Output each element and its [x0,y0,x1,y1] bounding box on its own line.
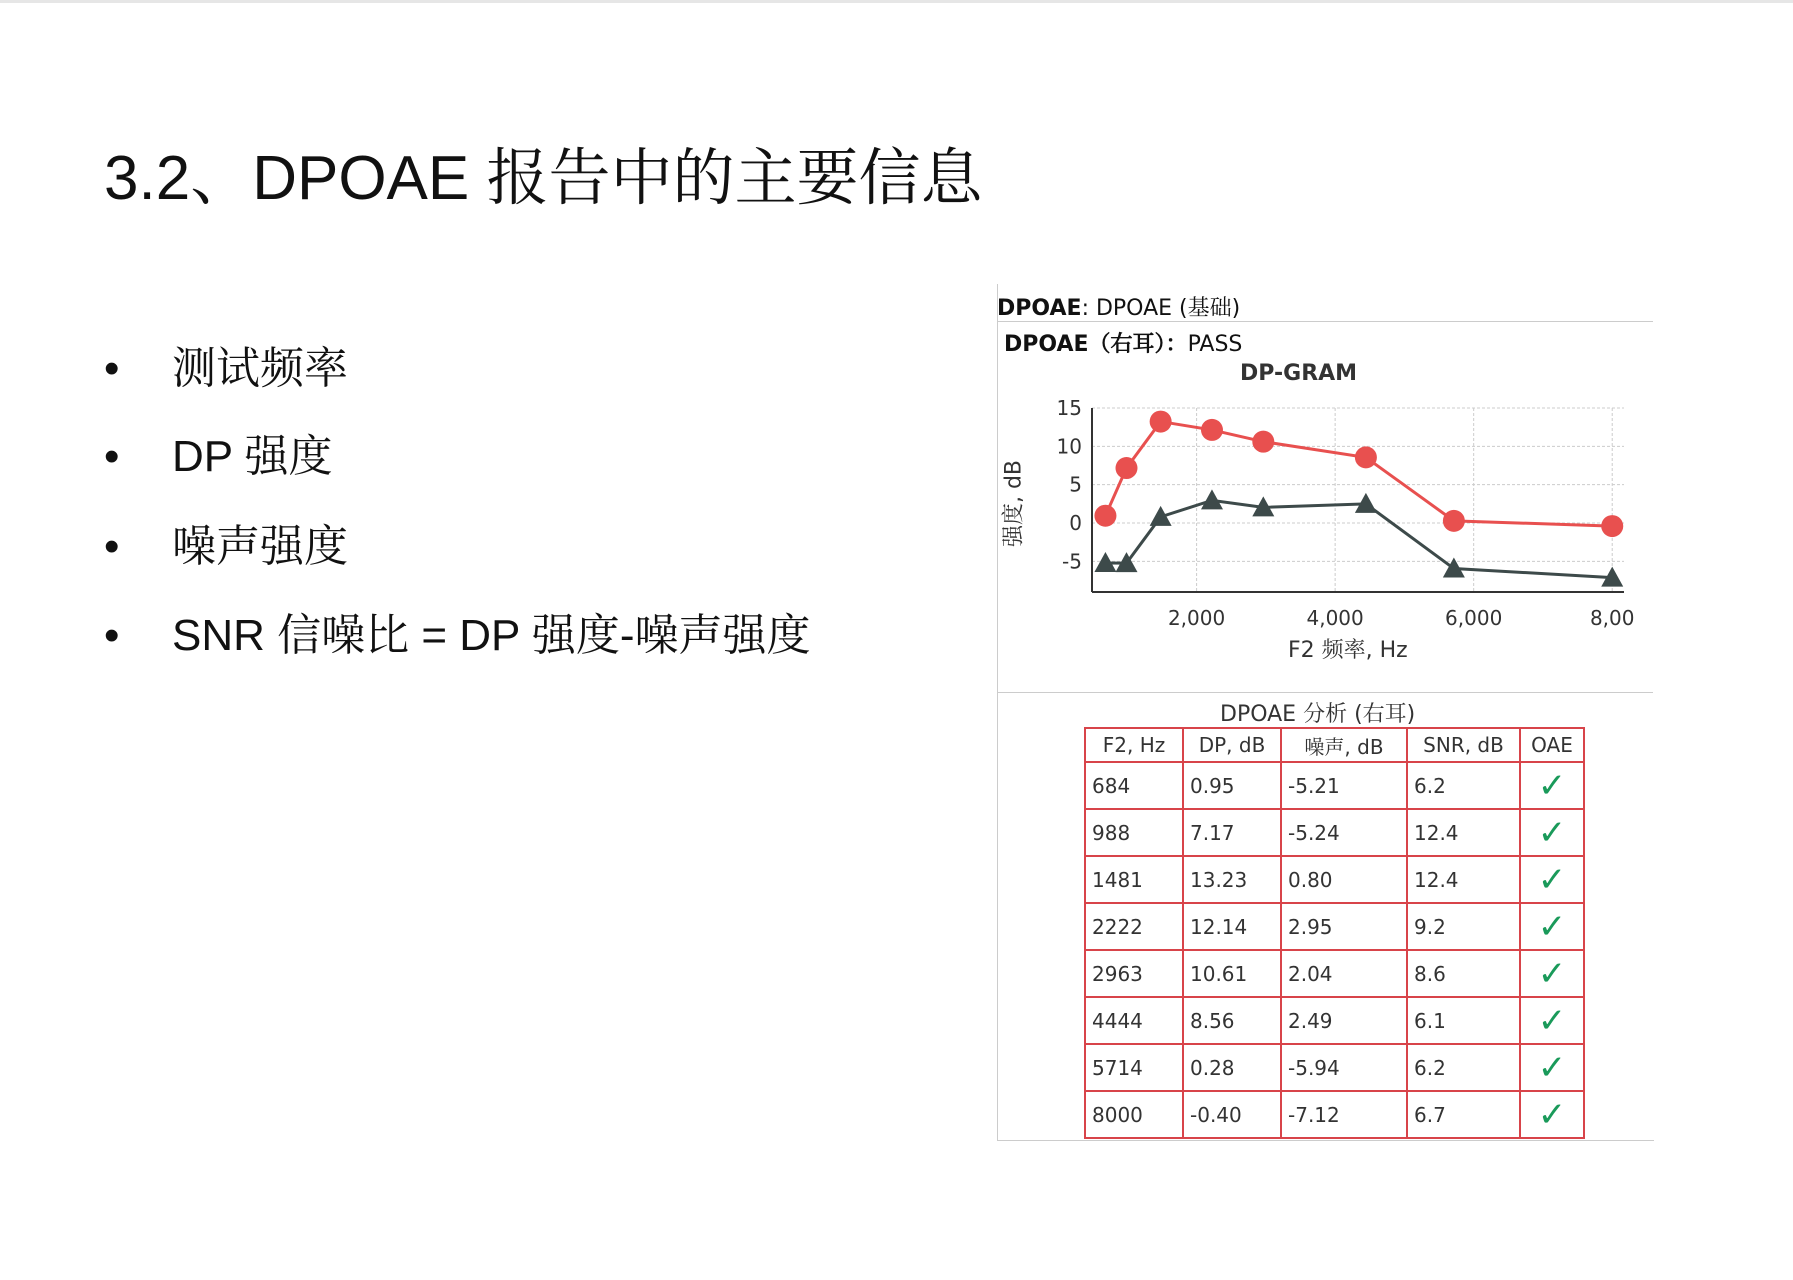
slide-title: 3.2、DPOAE 报告中的主要信息 [104,144,983,213]
oae-check-icon: ✓ [1520,762,1584,809]
table-cell: 12.4 [1407,856,1520,903]
x-tick-label: 8,00 [1589,606,1635,630]
column-header: OAE [1520,728,1584,762]
table-cell: 10.61 [1183,950,1281,997]
table-cell: 2.49 [1281,997,1407,1044]
table-cell: 12.4 [1407,809,1520,856]
column-header: SNR, dB [1407,728,1520,762]
header-rest: : DPOAE (基础) [1081,296,1241,321]
bullet-dot: • [104,432,120,481]
dp-point [1355,446,1377,468]
bullet-text: 测试频率 [172,344,348,393]
oae-check-icon: ✓ [1520,903,1584,950]
table-row [1085,762,1584,809]
table-cell: 2.95 [1281,903,1407,950]
table-row [1085,950,1584,997]
table-header-row [1085,728,1584,762]
table-cell: 1481 [1085,856,1183,903]
table-cell: 6.7 [1407,1091,1520,1138]
dp-point [1094,505,1116,527]
table-cell: -7.12 [1281,1091,1407,1138]
table-cell: -5.24 [1281,809,1407,856]
table-cell: -5.94 [1281,1044,1407,1091]
header-bold: DPOAE [997,296,1082,321]
y-tick-label: 15 [1056,396,1082,420]
table-cell: 12.14 [1183,903,1281,950]
table-row [1085,809,1584,856]
table-row [1085,1044,1584,1091]
dp-point [1443,510,1465,532]
x-tick-label: 6,000 [1445,606,1503,630]
table-row [1085,1091,1584,1138]
bullet-text: DP 强度 [172,432,333,481]
table-cell: 0.80 [1281,856,1407,903]
y-tick-label: -5 [1062,549,1082,574]
table-title: DPOAE 分析 (右耳) [1220,702,1416,727]
oae-check-icon: ✓ [1520,1091,1584,1138]
table-row [1085,997,1584,1044]
y-tick-label: 10 [1056,434,1082,459]
y-axis-title: 强度, dB [1001,459,1027,548]
dpoae-analysis-table [1084,727,1585,1139]
table-cell: 9.2 [1407,903,1520,950]
column-header: F2, Hz [1085,728,1183,762]
column-header: DP, dB [1183,728,1281,762]
dp-point [1115,457,1137,479]
table-cell: -0.40 [1183,1091,1281,1138]
oae-check-icon: ✓ [1520,856,1584,903]
x-tick-label: 2,000 [1167,606,1226,630]
table-cell: 7.17 [1183,809,1281,856]
table-cell: 684 [1085,762,1183,809]
table-cell: 2.04 [1281,950,1407,997]
result-label: DPOAE（右耳）： [1004,332,1188,357]
table-cell: 2963 [1085,950,1183,997]
bullet-dot: • [104,522,120,571]
table-cell: 0.95 [1183,762,1281,809]
x-axis-title: F2 频率, Hz [1288,638,1408,663]
table-cell: 13.23 [1183,856,1281,903]
chart-title: DP-GRAM [1240,361,1358,386]
result-value: PASS [1187,332,1243,357]
column-header: 噪声, dB [1281,728,1407,762]
table-cell: 6.1 [1407,997,1520,1044]
bullet-dot: • [104,611,120,660]
oae-check-icon: ✓ [1520,997,1584,1044]
x-tick-label: 4,000 [1306,606,1364,630]
bullet-text: SNR 信噪比 = DP 强度-噪声强度 [172,611,811,660]
noise-point [1201,489,1223,509]
dp-point [1252,431,1274,453]
table-row [1085,856,1584,903]
table-cell: 8000 [1085,1091,1183,1138]
table-cell: 2222 [1085,903,1183,950]
dp-point [1150,411,1172,433]
y-tick-label: 5 [1069,472,1082,497]
table-cell: -5.21 [1281,762,1407,809]
y-tick-label: 0 [1069,511,1082,535]
table-cell: 0.28 [1183,1044,1281,1091]
dp-point [1601,515,1623,537]
table-cell: 8.6 [1407,950,1520,997]
table-cell: 8.56 [1183,997,1281,1044]
bullet-text: 噪声强度 [172,522,348,571]
oae-check-icon: ✓ [1520,809,1584,856]
dp-point [1201,419,1223,441]
oae-check-icon: ✓ [1520,950,1584,997]
table-cell: 5714 [1085,1044,1183,1091]
table-cell: 6.2 [1407,762,1520,809]
table-cell: 988 [1085,809,1183,856]
table-row [1085,903,1584,950]
oae-check-icon: ✓ [1520,1044,1584,1091]
table-cell: 4444 [1085,997,1183,1044]
bullet-dot: • [104,344,120,393]
table-cell: 6.2 [1407,1044,1520,1091]
